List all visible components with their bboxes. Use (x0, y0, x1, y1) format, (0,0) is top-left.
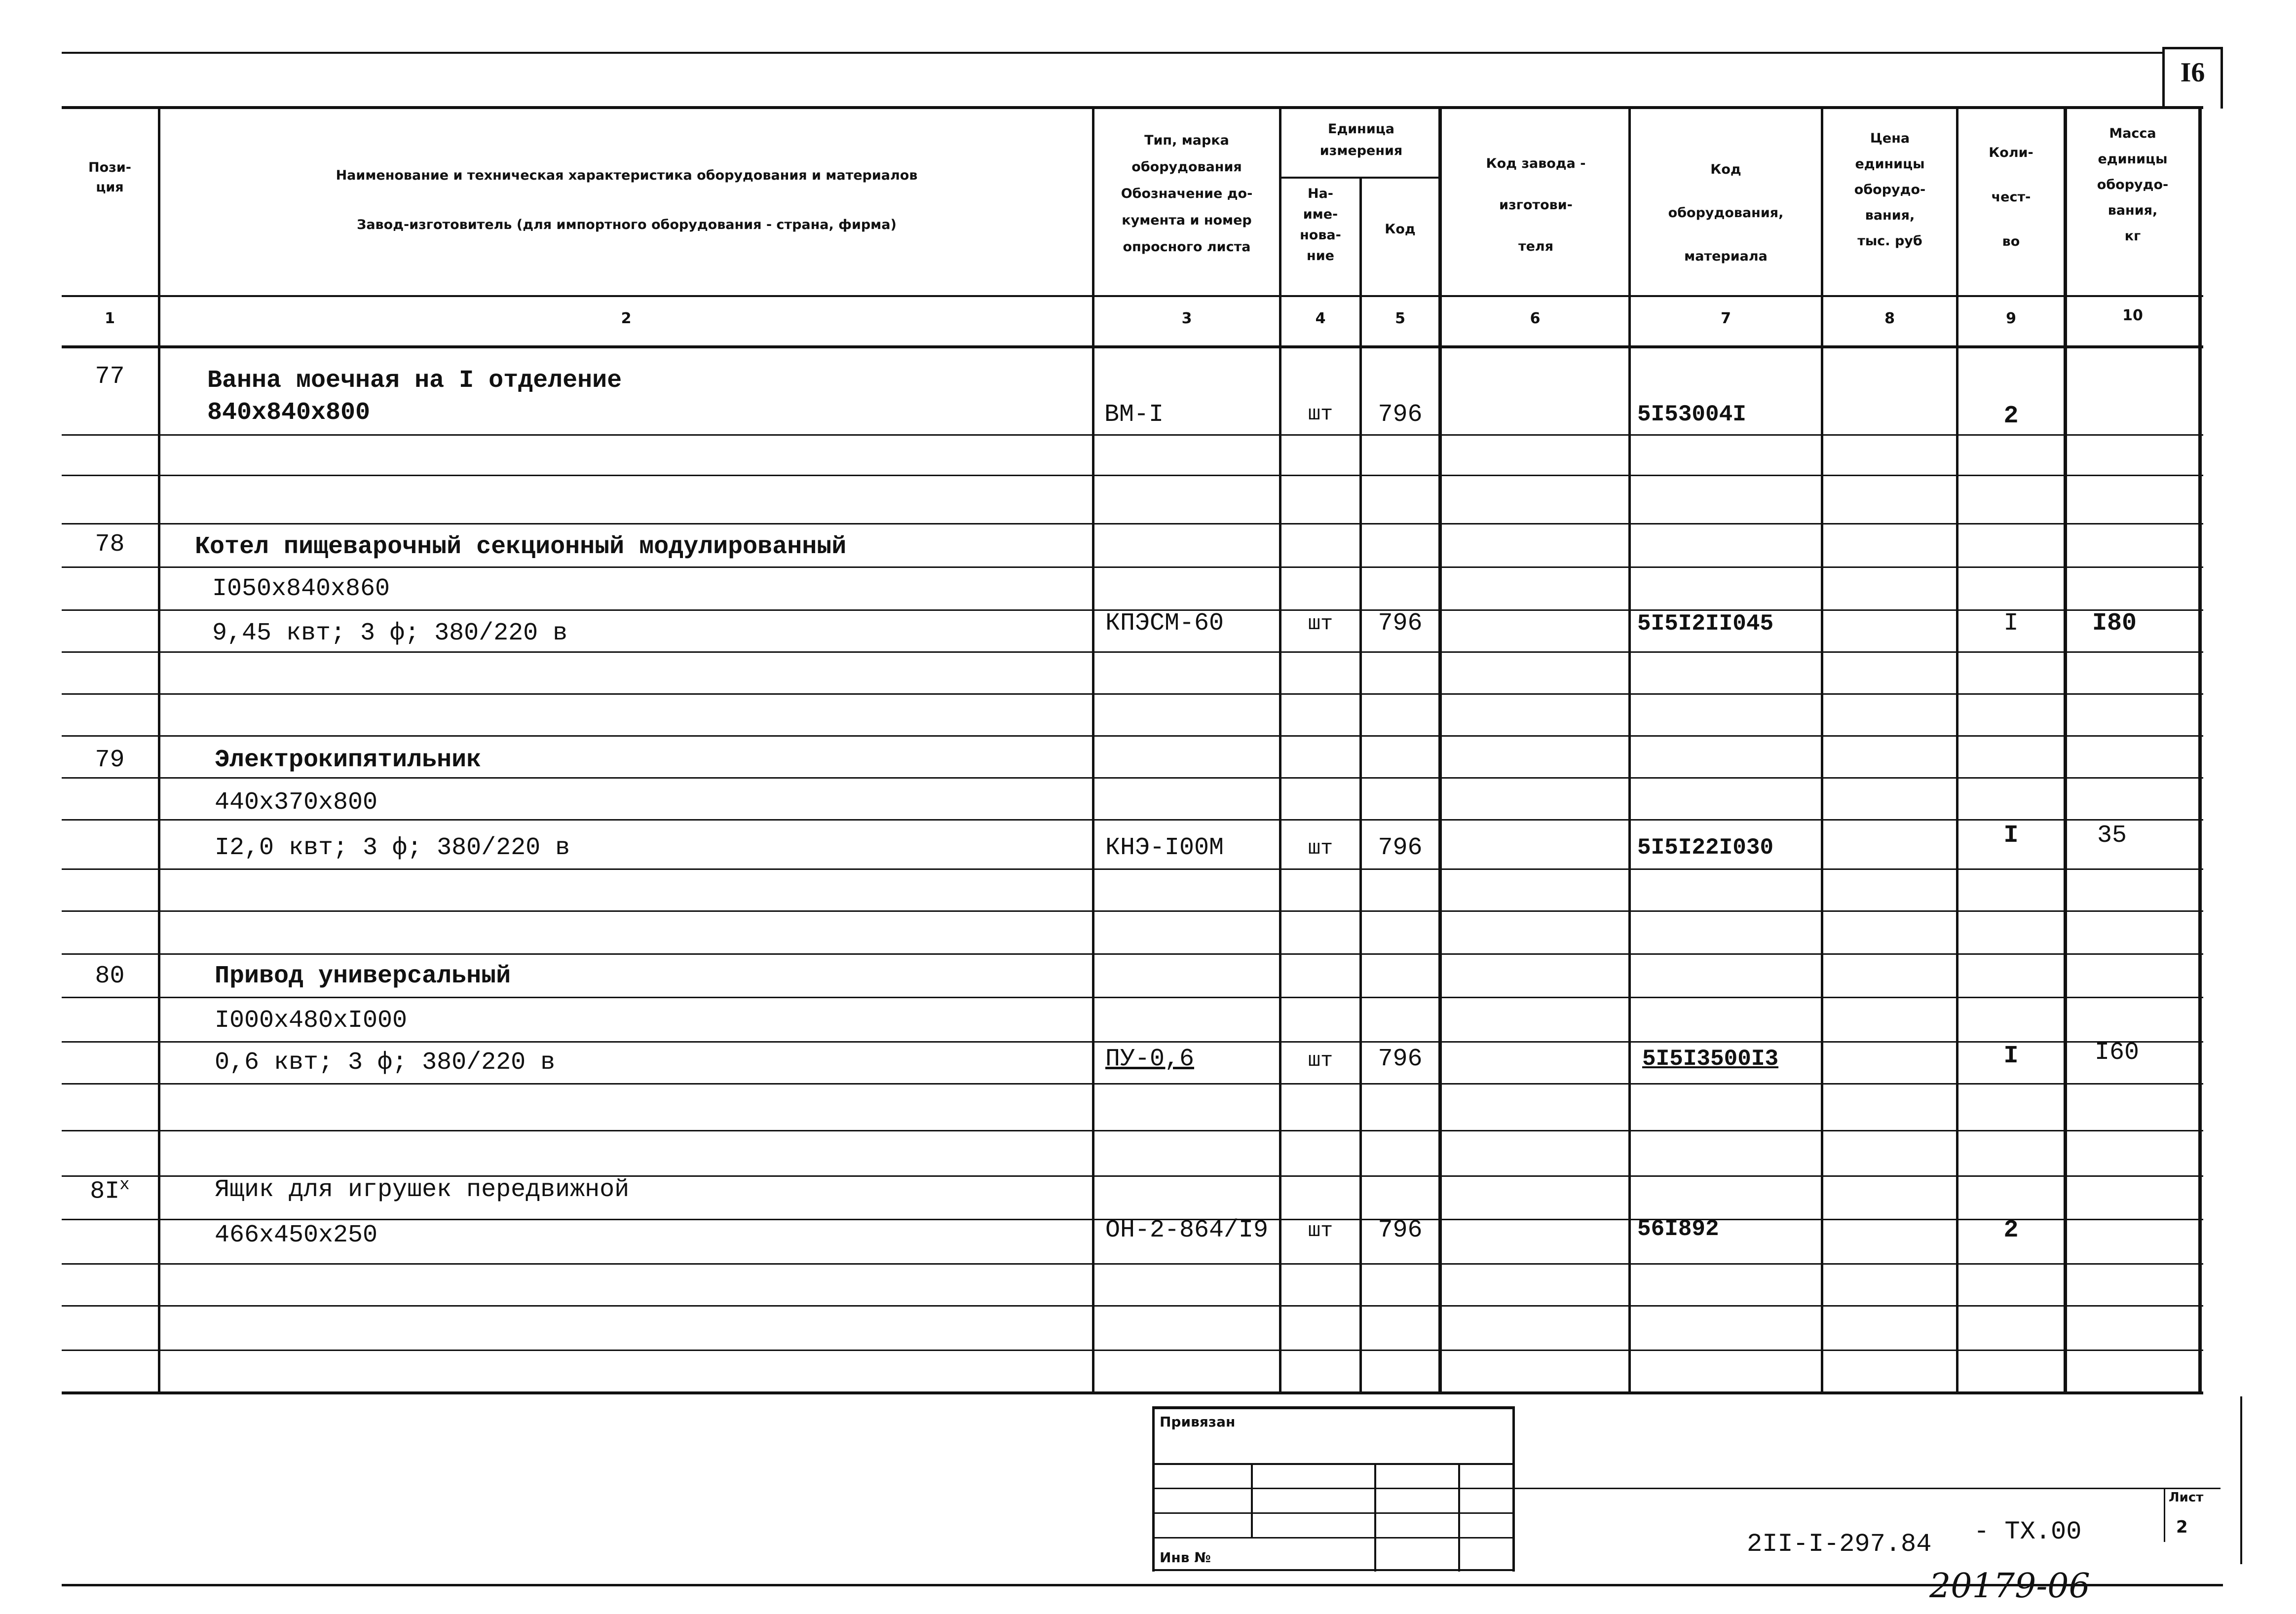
row-position-number: 8I (90, 1177, 120, 1206)
stamp-inv: Инв № (1160, 1549, 1211, 1566)
col-num-6: 6 (1530, 310, 1541, 327)
row-quantity: I (2003, 1042, 2019, 1070)
row-unit: шт (1308, 1049, 1333, 1072)
document-code: 2II-I-297.84 (1747, 1530, 1932, 1559)
row-unit-code: 796 (1378, 401, 1423, 429)
row-type: КПЭСМ-60 (1105, 609, 1224, 638)
row-unit-code: 796 (1378, 1216, 1423, 1244)
row-unit: шт (1308, 836, 1333, 860)
row-dimensions: I050х840х860 (212, 575, 390, 603)
row-equipment-code: 5I5I22I030 (1637, 835, 1774, 861)
row-equipment-code: 5I5I3500I3 (1642, 1046, 1779, 1072)
col-num-10: 10 (2122, 307, 2143, 324)
row-name: Привод универсальный (215, 962, 511, 990)
row-unit-code: 796 (1378, 1045, 1423, 1073)
header-factory-code: Код завода - изготови- теля (1486, 156, 1586, 254)
row-quantity: I (2003, 822, 2019, 850)
row-equipment-code-main: 5I5300 (1637, 402, 1719, 427)
row-name: Котел пищеварочный секционный модулированный (195, 533, 847, 561)
header-price: Цена единицы оборудо- вания, тыс. руб (1854, 131, 1926, 249)
stamp-privyazan: Привязан (1160, 1414, 1236, 1430)
row-position-mark: х (119, 1176, 130, 1195)
row-power: 0,6 квт; 3 ф; 380/220 в (215, 1049, 556, 1077)
row-unit: шт (1308, 1219, 1333, 1242)
row-unit-code: 796 (1378, 834, 1423, 862)
row-power: I2,0 квт; 3 ф; 380/220 в (215, 834, 570, 862)
document-code-suffix: - ТХ.00 (1974, 1517, 2082, 1546)
header-quantity: Коли- чест- во (1989, 145, 2033, 249)
stamp-list-number: 2 (2176, 1517, 2188, 1537)
row-type: ОН-2-864/I9 (1105, 1216, 1269, 1244)
row-unit: шт (1308, 612, 1333, 636)
row-equipment-code: 56I892 (1637, 1216, 1719, 1242)
col-num-9: 9 (2006, 310, 2016, 327)
row-unit: шт (1308, 402, 1333, 426)
row-unit-code: 796 (1378, 609, 1423, 638)
header-unit-code: Код (1385, 222, 1416, 237)
row-dimensions: 466х450х250 (215, 1221, 378, 1249)
header-type: Тип, марка оборудования Обозначение до- кумента и номер опросного листа (1121, 133, 1253, 255)
row-equipment-code-suffix: 4I (1719, 402, 1746, 427)
header-equipment-code: Код оборудования, материала (1668, 162, 1784, 264)
row-power: 9,45 квт; 3 ф; 380/220 в (212, 619, 568, 647)
row-position: 79 (95, 746, 125, 774)
row-mass: I60 (2095, 1039, 2140, 1067)
row-position: 77 (95, 363, 125, 391)
col-num-2: 2 (621, 310, 632, 327)
header-mass: Масса единицы оборудо- вания, кг (2097, 126, 2169, 244)
col-num-7: 7 (1721, 310, 1731, 327)
row-position: 78 (95, 530, 125, 559)
row-equipment-code: 5I5I2II045 (1637, 611, 1774, 637)
row-name: Ящик для игрушек передвижной (215, 1176, 630, 1204)
row-name: Ванна моечная на I отделение (207, 367, 622, 395)
header-name: Наименование и техническая характеристика оборудования и материалов (336, 168, 918, 183)
header-unit-group: Единица измерения (1319, 121, 1403, 158)
row-type: ПУ-0,6 (1105, 1045, 1195, 1073)
row-type: КНЭ-I00М (1105, 834, 1224, 862)
page-number: I6 (2180, 57, 2205, 88)
row-quantity: 2 (2003, 402, 2019, 430)
col-num-1: 1 (105, 310, 115, 327)
row-dimensions: I000х480хI000 (215, 1007, 408, 1035)
header-position: Пози- ция (88, 160, 131, 195)
row-dimensions: 840х840х800 (207, 399, 371, 427)
row-equipment-code (1637, 402, 1746, 427)
header-manufacturer: Завод-изготовитель (для импортного оборудования - страна, фирма) (357, 217, 897, 232)
row-position (62, 1176, 158, 1206)
row-quantity: I (2003, 609, 2019, 638)
handwritten-number: 20179-06 (1929, 1567, 2090, 1606)
row-mass: I80 (2092, 609, 2137, 638)
header-unit-name: На- име- нова- ние (1300, 186, 1341, 263)
row-dimensions: 440х370х800 (215, 788, 378, 817)
col-num-8: 8 (1884, 310, 1895, 327)
row-mass: 35 (2097, 822, 2127, 850)
stamp-list-label: Лист (2169, 1490, 2204, 1505)
row-quantity: 2 (2003, 1216, 2019, 1244)
col-num-4: 4 (1315, 310, 1326, 327)
col-num-3: 3 (1181, 310, 1192, 327)
row-name: Электрокипятильник (215, 746, 482, 774)
col-num-5: 5 (1395, 310, 1405, 327)
row-position: 80 (95, 962, 125, 990)
row-type: ВМ-I (1104, 401, 1164, 429)
